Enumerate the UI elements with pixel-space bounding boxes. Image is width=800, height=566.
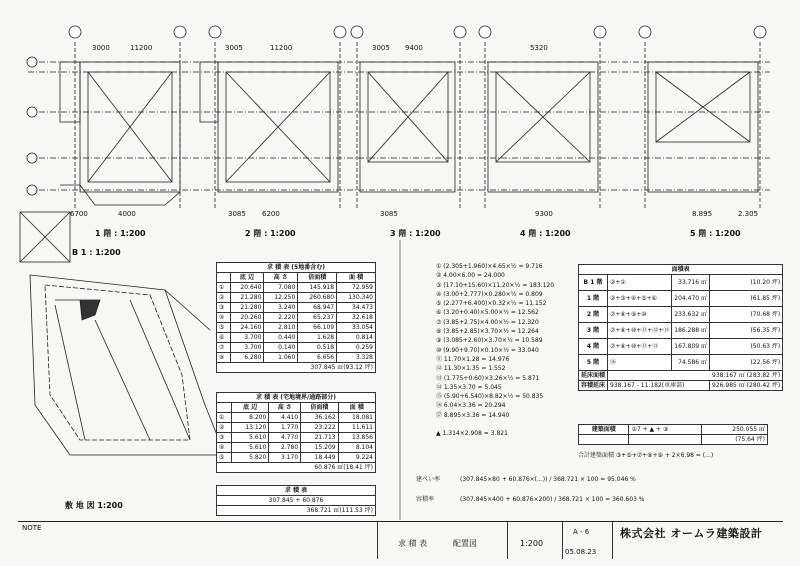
- cell: 20.640: [230, 283, 264, 293]
- excl-label: 容積延床: [579, 381, 608, 391]
- cell: 260.680: [298, 293, 337, 303]
- cell: ⑦+⑧+⑩+⑪+⑬: [608, 339, 672, 355]
- dim-f3-top-1: 3005: [372, 44, 390, 52]
- cell: ⑤: [217, 323, 231, 333]
- cell: ⑤: [217, 453, 232, 463]
- cell: 13.120: [231, 423, 268, 433]
- cell: ⑦: [217, 343, 231, 353]
- cell: 11.611: [338, 423, 375, 433]
- cell: 8.104: [338, 443, 375, 453]
- cell: ⑯: [608, 355, 672, 371]
- cell: 5 階: [579, 355, 608, 371]
- table-row: [217, 353, 376, 363]
- table-row: [217, 303, 376, 313]
- floor-2-title: 2 階 : 1:200: [245, 229, 296, 238]
- table2-title: 求 積 表 (宅地境界/通路部分): [217, 393, 376, 403]
- company-name: 株式会社 オームラ建築設計: [620, 527, 763, 540]
- cell: 4.410: [269, 413, 301, 423]
- sheet-cell: [563, 522, 613, 559]
- calc-line: ⑥ (3.20+0.40)×5.00×½ = 12.562: [436, 309, 539, 317]
- area-calc-table-2: [216, 392, 376, 473]
- table3-total: 368.721 ㎡(111.53 坪): [217, 506, 376, 516]
- cell: 21.713: [301, 433, 338, 443]
- cell: 12.250: [264, 293, 298, 303]
- table-row: [579, 339, 783, 355]
- cell: 5.820: [231, 453, 268, 463]
- cell: 24.160: [230, 323, 264, 333]
- triangle-calculations: [436, 262, 554, 438]
- calc-line: ⑨ (3.085+2.60)×3.70×½ = 10.589: [436, 337, 543, 345]
- cell: 5.610: [231, 443, 268, 453]
- table1-h4: 面 積: [337, 273, 376, 283]
- scale-value: 1:200: [520, 539, 544, 548]
- cell: 33.716 ㎡: [672, 275, 710, 291]
- cell: 186.288 ㎡: [672, 323, 710, 339]
- table3-row: 307.845 + 60.876: [217, 496, 376, 506]
- cell: 0.814: [337, 333, 376, 343]
- cell: ⑥: [217, 333, 231, 343]
- calc-line: ⑭ 1.35×3.70 = 5.045: [436, 383, 502, 391]
- build-area-expr: ②7 + ▲ + ⑨: [629, 425, 702, 435]
- cell: ②+③+④+⑤+⑥: [608, 291, 672, 307]
- cell: 2.810: [264, 323, 298, 333]
- cell: (61.85 坪): [710, 291, 783, 307]
- table3-title: 求 積 表: [217, 486, 376, 496]
- cell: 6.280: [230, 353, 264, 363]
- calc-line: ⑦ (3.85+2.75)×4.00×½ = 12.320: [436, 318, 539, 326]
- calc-line: ⑰ 8.895×3.36 = 14.940: [436, 411, 510, 419]
- cell: ①: [217, 283, 231, 293]
- table-row: [217, 433, 376, 443]
- dim-f3-bottom-1: 3085: [380, 210, 398, 218]
- table2-h2: 高 さ: [269, 403, 301, 413]
- scale-cell: [508, 522, 563, 559]
- cell: 0.140: [264, 343, 298, 353]
- calc-line: ⑤ (2.277+6.400)×0.32×½ = 11.152: [436, 300, 547, 308]
- cell: 21.280: [230, 293, 264, 303]
- cell: 3.328: [337, 353, 376, 363]
- table-row: [579, 291, 783, 307]
- cell: 74.586 ㎡: [672, 355, 710, 371]
- calc-line: ③ (17.10+15.60)×11.20×½ = 183.120: [436, 281, 555, 289]
- cell: 13.856: [338, 433, 375, 443]
- cell: 18.081: [338, 413, 375, 423]
- table2-h3: 倍面積: [301, 403, 338, 413]
- area-calc-table-3: [216, 485, 376, 516]
- floor-1-title: 1 階 : 1:200: [95, 229, 146, 238]
- dim-f1-top-2: 11200: [130, 44, 153, 52]
- cell: 7.080: [264, 283, 298, 293]
- cell: (22.56 坪): [710, 355, 783, 371]
- build-area-label: 建築面積: [579, 425, 629, 435]
- dim-f3-top-2: 9400: [405, 44, 423, 52]
- calc-line: ⑯ 6.04×3.36 = 20.294: [436, 402, 506, 410]
- table-row: [579, 323, 783, 339]
- cell: 167.809 ㎡: [672, 339, 710, 355]
- table2-h0: [217, 403, 232, 413]
- build-area-value: 250.055 ㎡: [702, 425, 768, 435]
- table1-h3: 倍面積: [298, 273, 337, 283]
- build-area-tsubo: (75.64 坪): [702, 435, 768, 445]
- cell: ②+①: [608, 275, 672, 291]
- table-row: [217, 333, 376, 343]
- cell: ③: [217, 433, 232, 443]
- title-cell: [378, 522, 508, 559]
- table-row: [579, 307, 783, 323]
- cell: ①: [217, 413, 232, 423]
- cell: 204.470 ㎡: [672, 291, 710, 307]
- dim-f2-top-2: 11200: [270, 44, 293, 52]
- cell: 68.947: [298, 303, 337, 313]
- cell: 130.340: [337, 293, 376, 303]
- cell: 1.628: [298, 333, 337, 343]
- cell: 2 階: [579, 307, 608, 323]
- cell: 23.222: [301, 423, 338, 433]
- cell: ③: [217, 303, 231, 313]
- dim-f4-bottom-1: 9300: [535, 210, 553, 218]
- cell: 0.259: [337, 343, 376, 353]
- cell: 3 階: [579, 323, 608, 339]
- cell: 33.054: [337, 323, 376, 333]
- building-area-table: [578, 424, 768, 445]
- table-row: [217, 423, 376, 433]
- table1-total: 307.845 ㎡(93.12 坪): [217, 363, 376, 373]
- table2-total: 60.876 ㎡(18.41 坪): [217, 463, 376, 473]
- cell: (10.20 坪): [710, 275, 783, 291]
- note-label: NOTE: [22, 524, 42, 532]
- cell: ⑧: [217, 353, 231, 363]
- dim-f2-top-1: 3005: [225, 44, 243, 52]
- calc-line: ⑬ (1.775+0.60)×3.26×½ = 5.871: [436, 374, 540, 382]
- calc-line: ⑪ 11.70×1.28 = 14.976: [436, 355, 510, 363]
- floor-3-title: 3 階 : 1:200: [390, 229, 441, 238]
- cell: (50.63 坪): [710, 339, 783, 355]
- note-cell: [18, 522, 378, 559]
- floor-ratio-expr: (307.845×400 + 60.876×200) / 368.721 × 100 = 360.603 %: [460, 496, 645, 503]
- dim-f5-bottom-2: 2.305: [738, 210, 759, 218]
- calc-line: ⑫ 11.30×1.35 = 1.552: [436, 365, 506, 373]
- floor-5-title: 5 階 : 1:200: [690, 229, 741, 238]
- cell: 18.449: [301, 453, 338, 463]
- coverage-ratio-label: 建ぺい率: [416, 476, 441, 483]
- cell: B 1 階: [579, 275, 608, 291]
- table-row: [217, 343, 376, 353]
- floor-area-table: [578, 264, 783, 391]
- area-table-title: 面積表: [579, 265, 783, 275]
- cell: 233.632 ㎡: [672, 307, 710, 323]
- calc-line: ⑧ (3.85+2.85)×3.70×½ = 12.264: [436, 328, 539, 336]
- table-row: [217, 283, 376, 293]
- dim-f4-top-1: 5320: [530, 44, 548, 52]
- cell: 2.220: [264, 313, 298, 323]
- table1-h1: 底 辺: [230, 273, 264, 283]
- calc-line: [436, 420, 554, 429]
- cell: 4.770: [269, 433, 301, 443]
- cell: 4 階: [579, 339, 608, 355]
- cell: 3.240: [264, 303, 298, 313]
- cell: (56.35 坪): [710, 323, 783, 339]
- cell: ⑦+⑧+⑨+⑩: [608, 307, 672, 323]
- cell: 20.260: [230, 313, 264, 323]
- table2-h1: 底 辺: [231, 403, 268, 413]
- cell: 3.170: [269, 453, 301, 463]
- drawing-title: 求 積 表: [398, 539, 428, 548]
- table1-h2: 高 さ: [264, 273, 298, 283]
- excl-total: 926.985 ㎡ (280.42 坪): [710, 381, 783, 391]
- cell: 1 階: [579, 291, 608, 307]
- cell: 15.209: [301, 443, 338, 453]
- cell: 1.060: [264, 353, 298, 363]
- cell: 0.440: [264, 333, 298, 343]
- calc-line: ▲ 1.314×2.908 = 3.821: [436, 430, 508, 438]
- date: 05.08.23: [565, 548, 597, 556]
- table-row: [217, 443, 376, 453]
- cell: ④: [217, 443, 232, 453]
- cell: 6.656: [298, 353, 337, 363]
- cell: 34.473: [337, 303, 376, 313]
- site-plan-title: 敷 地 図 1:200: [65, 501, 123, 510]
- cell: (70.68 坪): [710, 307, 783, 323]
- cell: ②: [217, 293, 231, 303]
- cell: 21.280: [230, 303, 264, 313]
- dim-f2-bottom-1: 3085: [228, 210, 246, 218]
- cell: 36.162: [301, 413, 338, 423]
- cell: 8.200: [231, 413, 268, 423]
- table2-h4: 面 積: [338, 403, 375, 413]
- cell: 3.700: [230, 333, 264, 343]
- floor-ratio-label: 容積率: [416, 496, 435, 503]
- calc-line: ② 4.00×6.00 = 24.000: [436, 272, 505, 280]
- cell: 145.918: [298, 283, 337, 293]
- dim-f5-bottom-1: 8.895: [692, 210, 713, 218]
- cell: 72.959: [337, 283, 376, 293]
- cell: ②: [217, 423, 232, 433]
- area-calc-table-1: [216, 262, 376, 373]
- coverage-expr: 合計建築面積 ③+⑤+⑦+⑧+⑨ + 2×6.98 = (...): [578, 452, 714, 459]
- calc-line: ⑮ (5.90+6.540)×8.82×½ = 50.835: [436, 393, 544, 401]
- coverage-ratio-expr: (307.845×80 + 60.876×(...)) / 368.721 × 100 = 95.046 %: [460, 476, 636, 483]
- table-row: [217, 293, 376, 303]
- b1-title: B 1 : 1:200: [72, 248, 121, 257]
- table-row: [579, 275, 783, 291]
- drawing-sub: 配置図: [453, 539, 477, 548]
- dim-f1-bottom-1: 6700: [70, 210, 88, 218]
- cell: 1.770: [269, 423, 301, 433]
- excl-expr: 938.167 - 11.182(車庫部): [608, 381, 710, 391]
- cell: 32.618: [337, 313, 376, 323]
- floor-total-value: 938.167 ㎡ (283.82 坪): [608, 371, 783, 381]
- cell: 66.109: [298, 323, 337, 333]
- cell: 2.780: [269, 443, 301, 453]
- table1-h0: [217, 273, 231, 283]
- table-row: [217, 313, 376, 323]
- table1-title: 求 積 表 (5地番含む): [217, 263, 376, 273]
- floor-4-title: 4 階 : 1:200: [520, 229, 571, 238]
- dim-f2-bottom-2: 6200: [262, 210, 280, 218]
- dim-f1-top-1: 3000: [92, 44, 110, 52]
- cell: 0.518: [298, 343, 337, 353]
- dim-f1-bottom-2: 4000: [118, 210, 136, 218]
- floor-total-label: 延床面積: [579, 371, 608, 381]
- cell: ④: [217, 313, 231, 323]
- table-row: [217, 323, 376, 333]
- cell: 5.610: [231, 433, 268, 443]
- calc-line: ① (2.305+1.960)×4.65×½ = 9.716: [436, 263, 543, 270]
- sheet-number: A - 6: [573, 528, 590, 536]
- table-row: [217, 453, 376, 463]
- cell: 3.700: [230, 343, 264, 353]
- calc-line: ⑩ (9.90+9.70)×0.10×½ = 33.040: [436, 346, 539, 354]
- table-row: [217, 413, 376, 423]
- cell: 65.237: [298, 313, 337, 323]
- calc-line: ④ (3.00+2.777)×0.280×½ = 0.809: [436, 290, 543, 298]
- cell: ⑦+⑧+⑩+⑪+⑫+⑬: [608, 323, 672, 339]
- table-row: [579, 355, 783, 371]
- cell: 9.224: [338, 453, 375, 463]
